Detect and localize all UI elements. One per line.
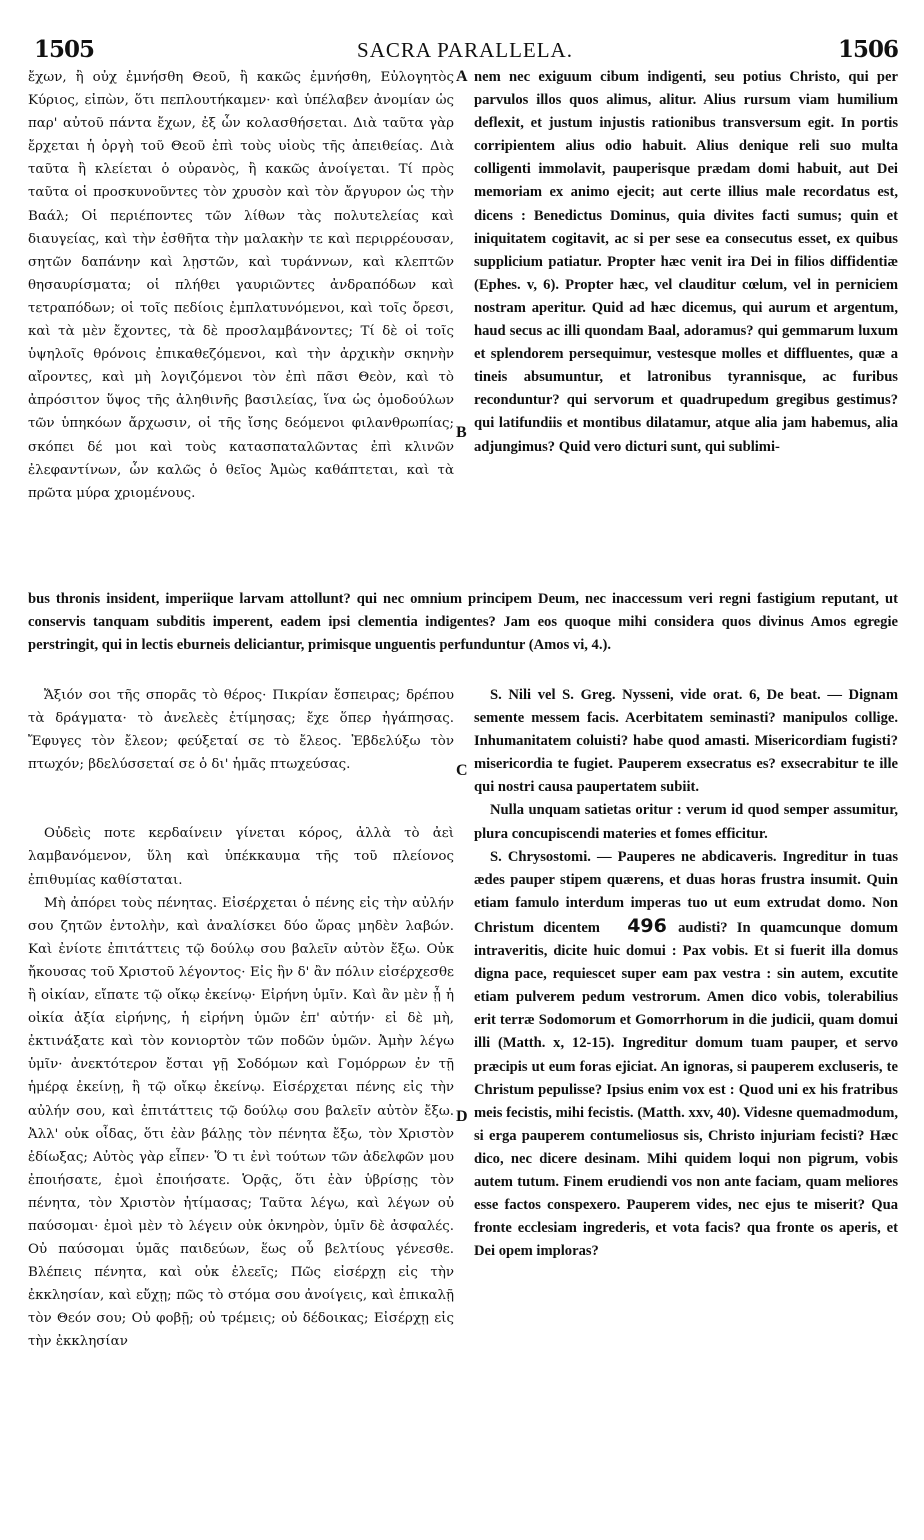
- latin-full-width-paragraph: [28, 588, 898, 680]
- greek-paragraph-3: Οὐδεὶς ποτε κερδαίνειν γίνεται κόρος, ἀλλὰ τὸ ἀεὶ λαμβανόμενον, ὕλη καὶ ὑπέκκαυμα τῆς τοῦ πλείονος ἐπιθυμίας καθίσταται.: [28, 826, 454, 888]
- running-header: [28, 36, 902, 64]
- latin-paragraph-2: S. Nili vel S. Greg. Nysseni, vide orat. 6, De beat. — Dignam semente messem facis. Acerbitatem seminasti? manipulos collige. Inhumanitatem coluisti? habe quod amasti. Misericordiam fugisti? misericordia te fugiet. Pauperem exsecratus es? exsecrabitur te ille qui nostri causa paupertatem subiit.: [474, 687, 898, 796]
- greek-paragraph-1: ἔχων, ἢ οὐχ ἐμνήσθη Θεοῦ, ἢ κακῶς ἐμνήσθη, Εὐλογητὸς Κύριος, εἰπὼν, ὅτι πεπλουτήκαμεν· καὶ ὑπέλαβεν ἀνομίαν ὡς παρ' αὐτοῦ πάντα ἔχων, ἐξ ὧν κολασθήσεται. Διὰ ταῦτα γὰρ ἔρχεται ἡ ὀργὴ τοῦ Θεοῦ ἐπὶ τοὺς υἱοὺς τῆς ἀπειθείας. Διὰ ταῦτα ἢ κλείεται ὁ οὐρανὸς, ἢ κακῶς ἀνοίγεται. Τί πρὸς ταῦτα οἱ προσκυνοῦντες τὸν χρυσὸν καὶ τὸν ἄργυρον ὡς τὴν Βαάλ; Οἱ περιέποντες τῶν λίθων τὰς πολυτελείας καὶ διαυγείας, καὶ τὴν ἐσθῆτα τὴν μαλακὴν τε καὶ περιρρέουσαν, σητῶν δαπάνην καὶ λῃστῶν, καὶ τυράννων, καὶ κλεπτῶν θησαυρίσματα; οἱ πλήθει γαυριῶντες ἀνδραπόδων καὶ τετραπόδων; οἱ τοῖς πεδίοις ἐμπλατυνόμενοι, καὶ τοῖς ὄρεσι, καὶ τὰ μὲν ἔχοντες, τὰ δὲ προσλαμβάνοντες; Τί δὲ οἱ τοῖς ὑψηλοῖς θρόνοις ἐπικαθεζόμενοι, καὶ τὴν ἀρχικὴν σκηνὴν αἴροντες, καὶ μὴ λογιζόμενοι τὸν ἐπὶ πᾶσι Θεὸν, καὶ τὸ ἀπρόσιτον ὕψος τῆς ἀληθινῆς βασιλείας, ἵνα ὡς ὁμοδούλων τῶν ὑπηκόων ἄρχωσιν, οἱ τῆς ἴσης δεόμενοι φιλανθρωπίας; σκόπει δέ μοι καὶ τοὺς κατασπαταλῶντας ἐπὶ κλινῶν ἐλεφαντίνων, ὧν καλῶς ὁ θεῖος Ἀμὼς καθάπτεται, καὶ τὰ πρῶτα μύρα χριομένους.: [28, 70, 454, 501]
- margin-letter-d: D: [456, 1108, 468, 1125]
- latin-column-bottom: [474, 684, 898, 1534]
- latin-paragraph-4: [474, 846, 898, 1264]
- greek-column-bottom: [28, 684, 454, 1534]
- margin-letter-a: A: [456, 68, 468, 85]
- latin-paragraph-4a: S. Chrysostomi. — Pauperes ne abdicaveris. Ingreditur in tuas ædes pauper stipem quærens, et duas horas frustra insumit. Quin etiam famulo interdum imperas tuo ut eum extrudat domo. Non Christum dicentem: [474, 848, 898, 936]
- greek-paragraph-4: Μὴ ἀπόρει τοὺς πένητας. Εἰσέρχεται ὁ πένης εἰς τὴν αὐλήν σου ζητῶν ἐντολὴν, καὶ ἀναλίσκει δύο ὥρας μηδὲν λαβών. Καὶ ἐνίοτε ἐπιτάττεις τῷ δούλῳ σου βαλεῖν αὐτὸν ἔξω. Οὐκ ἤκουσας τοῦ Χριστοῦ λέγοντος· Εἰς ἣν δ' ἂν πόλιν εἰσέρχεσθε ἢ οἰκίαν, εἴπατε τῷ οἴκῳ ἐκείνῳ· Εἰρήνη ὑμῖν. Καὶ ἂν μὲν ᾖ ἡ οἰκία ἀξία εἰρήνης, ἡ εἰρήνη ὑμῶν ἐπ' αὐτήν· εἰ δὲ μὴ, ἐκτινάξατε καὶ τὸν κονιορτὸν τῶν ποδῶν ὑμῶν. Ἀμὴν λέγω ὑμῖν· ἀνεκτότερον ἔσται γῇ Σοδόμων καὶ Γομόρρων ἐν τῇ ἡμέρᾳ ἐκείνῃ, ἢ τῷ οἴκῳ ἐκείνῳ. Εἰσέρχεται πένης εἰς τὴν αὐλήν σου, καὶ ἐπιτάττεις τῷ δούλῳ σου βαλεῖν αὐτὸν ἔξω. Ἀλλ' οὐκ οἶδας, ὅτι ἐὰν βάλῃς τὸν πένητα ἔξω, τὸν Χριστὸν ἐδίωξας; Αὐτὸς γὰρ εἶπεν· Ὅ τι ἐνὶ τούτων τῶν ἀδελφῶν μου ἐποιήσατε, ἐμοὶ ἐποιήσατε. Ὁρᾷς, ὅτι ἐὰν ὑβρίσῃς τὸν πένητα, τὸν Χριστὸν ἠτίμασας; Ταῦτα λέγω, καὶ λέγων οὐ παύσομαι· ἐμοὶ μὲν τὸ λέγειν οὐκ ὀκνηρὸν, ὑμῖν δὲ ἀσφαλές. Οὐ παύσομαι ὑμᾶς παιδεύων, ἕως οὗ βελτίους γένεσθε. Βλέπεις πένητα, καὶ οὐκ ἐλεεῖς; Πῶς εἰσέρχῃ εἰς τὴν ἐκκλησίαν, καὶ εὔχῃ; πῶς τὸ στόμα σου ἀνοίγεις, καὶ ἐπικαλῇ τὸν Θεόν σου; Οὐ φοβῇ; οὐ τρέμεις; οὐ δέδοικας; Εἰσέρχῃ εἰς τὴν ἐκκλησίαν: [28, 895, 454, 1350]
- page-number-right: 1506: [837, 36, 898, 63]
- latin-paragraph-4b: audisti? In quamcunque domum intraveritis, dicite huic domui : Pax vobis. Et si fuerit illa domus digna pace, requiescet super eam pax vestra : sin autem, excutite etiam pulverem pedum vestrorum. Amen dico vobis, tolerabilius erit terræ Sodomorum et Gomorrhorum in die judicii, quam domui illi (Matth. x, 12-15). Ingreditur domum tuam pauper, et servo præcipis ut eum foras ejiciat. An ignoras, si pauperem excluseris, te Christum pepulisse? Ipsius enim vox est : Quod uni ex his fratribus meis fecistis, mihi fecistis. (Matth. xxv, 40). Videsne quemadmodum, si erga pauperem contumeliosus sis, Christo injuriam fecisti? Hæc dico, nec dicere desinam. Mihi quidem loqui non pigrum, vobis autem tutum. Finem erudiendi vos non ante faciam, quam meliores esse factos conspexero. Pauperem vides, nec ejus te miserit? Qua fronte ecclesiam ingrederis, et vota facis? qua fronte os aperis, et Dei opem imploras?: [474, 919, 899, 1260]
- latin-full-text: bus thronis insident, imperiique larvam attollunt? qui nec omnium principem Deum, nec inaccessum veri regni fastigium reputant, ut conservis tanquam subditis imperent, eadem ipsi clementia indigentes? Jam eos quoque mihi considera quos divinus Amos egregie perstringit, qui in lectis eburneis deliciantur, primisque unguentis perfunduntur (Amos vi, 4.).: [28, 591, 898, 654]
- latin-paragraph-3: Nulla unquam satietas oritur : verum id quod semper assumitur, plura concupiscendi materies et fomes efficitur.: [474, 802, 898, 842]
- greek-paragraph-2: Ἄξιόν σοι τῆς σπορᾶς τὸ θέρος· Πικρίαν ἔσπειρας; δρέπου τὰ δράγματα· τὸ ἀνελεὲς ἐτίμησας; ἔχε ὅπερ ἠγάπησας. Ἔφυγες τὸν ἔλεον; φεύξεταί σε τὸ ἔλεος. Ἐβδελύξω τὸν πτωχόν; βδελύσσεταί σε ὁ δι' ἡμᾶς πτωχεύσας.: [28, 688, 454, 773]
- running-title: SACRA PARALLELA.: [357, 38, 573, 62]
- greek-column-top: [28, 66, 454, 586]
- margin-letter-c: C: [456, 762, 468, 779]
- column-number-badge: 496: [627, 914, 667, 937]
- margin-letter-b: B: [456, 424, 467, 441]
- latin-column-top: [474, 66, 898, 586]
- page-number-left: 1505: [34, 36, 95, 63]
- latin-paragraph-1: nem nec exiguum cibum indigenti, seu potius Christo, qui per parvulos illos quos alimus, alitur. Alius rursum viam humilium deflexit, et justum injustis rationibus transversum egit. In portis corripientem alius odio habuit. Alius denique reli suo multa colligenti immolavit, pauperisque prædam domi habuit, aut Dei memoriam ex animo ejecit; aut certe illius male recordatus est, dicens : Benedictus Dominus, quia divites facti sumus; quin et iniquitatem cogitavit, ac si per sese ea consecutus esset, ex quibus supplicium patiatur. Propter hæc venit ira Dei in filios diffidentiæ (Ephes. v, 6). Propter hæc, vel clauditur cœlum, vel in perniciem nostram aperitur. Quid ad hæc dicemus, qui aurum et argentum, haud secus ac illi quondam Baal, adoramus? qui gemmarum luxum et splendorem persequimur, vestesque molles et diffluentes, quæ a tineis absumuntur, et latronibus tyrannisque, ac furibus reconduntur? qui servorum et quadrupedum gregibus gestimus? qui latifundiis et montibus dilatamur, atque alia jam habemus, alia adjungimus? Quid vero dicturi sunt, qui sublimi-: [474, 69, 898, 455]
